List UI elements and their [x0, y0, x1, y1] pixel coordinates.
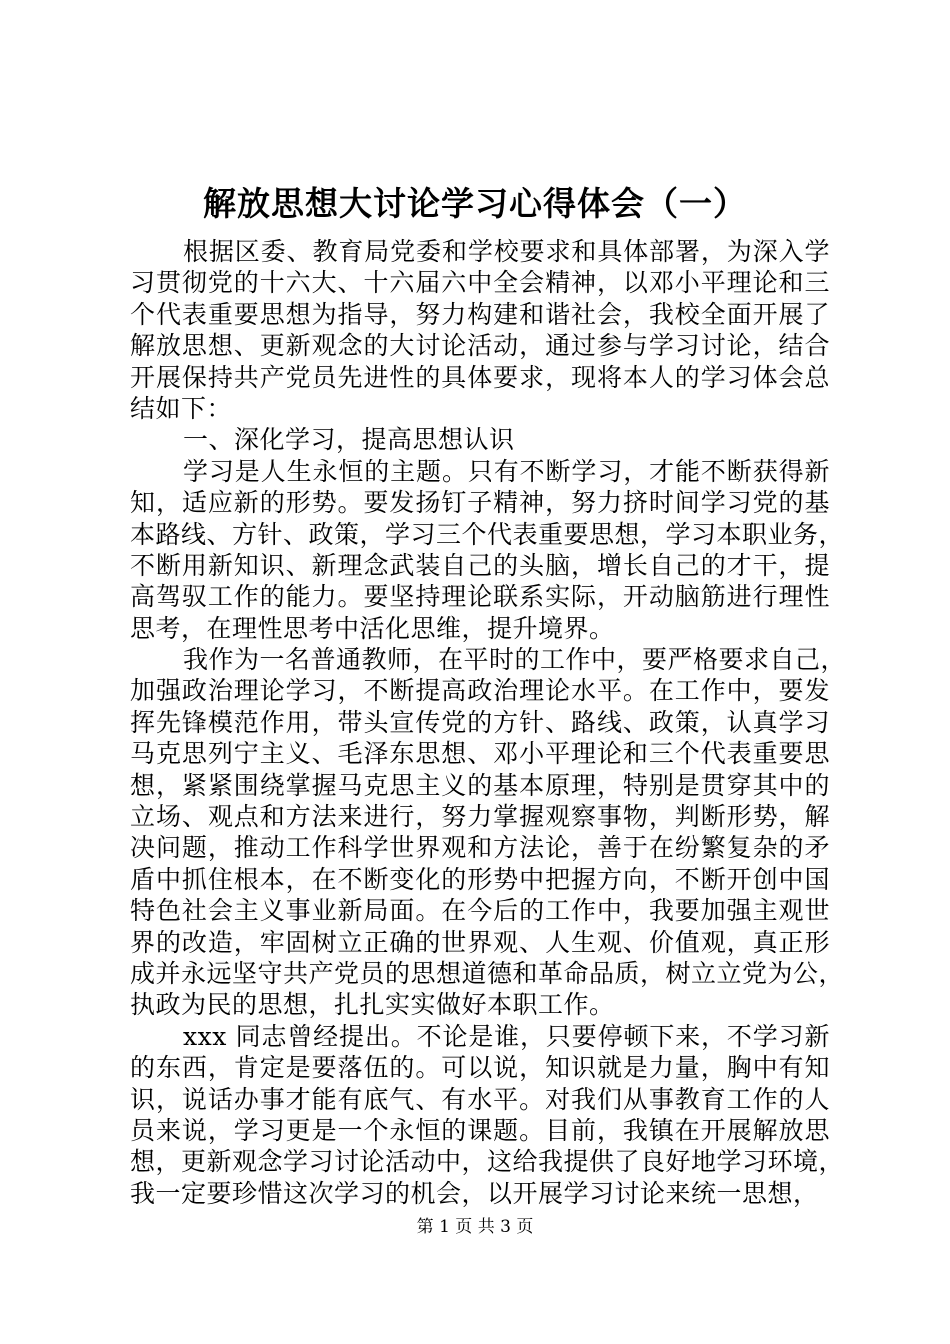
paragraph-line: 特色社会主义事业新局面。在今后的工作中，我要加强主观世 — [130, 896, 830, 926]
paragraph-line: 马克思列宁主义、毛泽东思想、邓小平理论和三个代表重要思 — [130, 739, 830, 769]
paragraph-line: 我一定要珍惜这次学习的机会，以开展学习讨论来统一思想， — [130, 1178, 819, 1208]
paragraph-line: 开展保持共产党员先进性的具体要求，现将本人的学习体会总 — [130, 362, 830, 392]
paragraph-quote — [130, 1021, 845, 1209]
paragraph-line: 识，说话办事才能有底气、有水平。对我们从事教育工作的人 — [130, 1084, 830, 1114]
paragraph-intro — [130, 236, 830, 424]
paragraph-line: 立场、观点和方法来进行，努力掌握观察事物，判断形势，解 — [130, 802, 830, 832]
paragraph-line: 思考，在理性思考中活化思维，提升境界。 — [130, 613, 615, 643]
paragraph-line: 根据区委、教育局党委和学校要求和具体部署，为深入学 — [183, 237, 830, 266]
paragraph-line: 知，适应新的形势。要发扬钉子精神，努力挤时间学习党的基 — [130, 488, 830, 518]
paragraph-line: 想，紧紧围绕掌握马克思主义的基本原理，特别是贯穿其中的 — [130, 770, 830, 800]
paragraph-line: 加强政治理论学习，不断提高政治理论水平。在工作中，要发 — [130, 676, 830, 706]
paragraph-line: 成并永远坚守共产党员的思想道德和革命品质，树立立党为公， — [130, 958, 845, 988]
paragraph-line: 盾中抓住根本，在不断变化的形势中把握方向，不断开创中国 — [130, 864, 830, 894]
paragraph-teacher — [130, 644, 847, 1020]
paragraph-line: 本路线、方针、政策，学习三个代表重要思想，学习本职业务， — [130, 519, 845, 549]
paragraph-line: 界的改造，牢固树立正确的世界观、人生观、价值观，真正形 — [130, 927, 830, 957]
paragraph-line: 我作为一名普通教师，在平时的工作中，要严格要求自己， — [183, 645, 847, 675]
paragraph-line: 员来说，学习更是一个永恒的课题。目前，我镇在开展解放思 — [130, 1115, 830, 1145]
document-body — [130, 236, 847, 1209]
paragraph-line: 挥先锋模范作用，带头宣传党的方针、路线、政策，认真学习 — [130, 707, 830, 737]
section-heading — [130, 424, 830, 455]
paragraph-line: xxx 同志曾经提出。不论是谁，只要停顿下来，不学习新 — [183, 1021, 830, 1051]
paragraph-line: 的东西，肯定是要落伍的。可以说，知识就是力量，胸中有知 — [130, 1053, 830, 1083]
paragraph-line: 习贯彻党的十六大、十六届六中全会精神，以邓小平理论和三 — [130, 268, 830, 298]
section-heading-line: 一、深化学习，提高思想认识 — [183, 425, 515, 455]
document-title: 解放思想大讨论学习心得体会（一） — [203, 184, 747, 223]
paragraph-line: 执政为民的思想，扎扎实实做好本职工作。 — [130, 990, 615, 1020]
paragraph-learning — [130, 456, 845, 644]
paragraph-line: 解放思想、更新观念的大讨论活动，通过参与学习讨论，结合 — [130, 331, 830, 361]
paragraph-line: 想，更新观念学习讨论活动中，这给我提供了良好地学习环境， — [130, 1147, 845, 1177]
paragraph-line: 个代表重要思想为指导，努力构建和谐社会，我校全面开展了 — [130, 299, 830, 329]
paragraph-line: 高驾驭工作的能力。要坚持理论联系实际，开动脑筋进行理性 — [130, 582, 830, 612]
paragraph-line: 结如下： — [130, 393, 233, 423]
paragraph-line: 不断用新知识、新理念武装自己的头脑，增长自己的才干，提 — [130, 550, 830, 580]
paragraph-line: 决问题，推动工作科学世界观和方法论，善于在纷繁复杂的矛 — [130, 833, 830, 863]
paragraph-line: 学习是人生永恒的主题。只有不断学习，才能不断获得新 — [183, 456, 830, 486]
page-footer: 第 1 页 共 3 页 — [416, 1217, 534, 1237]
